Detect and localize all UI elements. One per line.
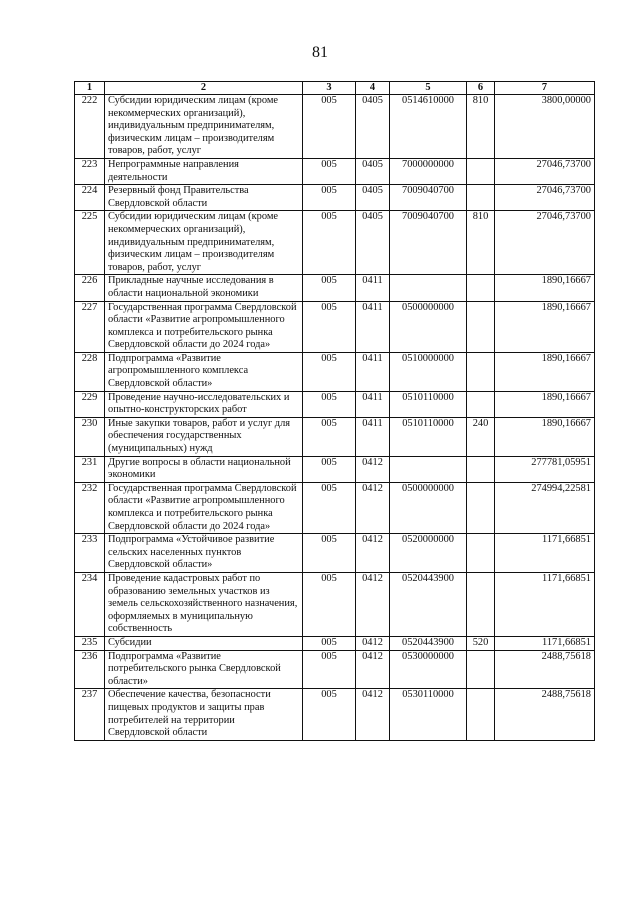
row-number: 237	[75, 689, 105, 740]
row-number: 235	[75, 636, 105, 650]
row-expense-kind: 810	[467, 95, 495, 159]
row-expense-kind	[467, 301, 495, 352]
table-row	[75, 482, 595, 533]
row-expense-kind	[467, 572, 495, 636]
row-amount: 1890,16667	[495, 301, 595, 352]
table-row	[75, 391, 595, 417]
row-name: Подпрограмма «Устойчивое развитие сельских населенных пунктов Свердловской области»	[105, 534, 303, 573]
row-name: Прикладные научные исследования в области национальной экономики	[105, 275, 303, 301]
row-target-code	[390, 456, 467, 482]
row-section-code: 0411	[356, 417, 390, 456]
row-target-code	[390, 275, 467, 301]
table-row	[75, 211, 595, 275]
row-amount: 2488,75618	[495, 689, 595, 740]
row-number: 228	[75, 352, 105, 391]
row-expense-kind	[467, 482, 495, 533]
row-number: 223	[75, 158, 105, 184]
table-body	[75, 95, 595, 741]
row-amount: 1171,66851	[495, 636, 595, 650]
table-row	[75, 95, 595, 159]
row-name: Субсидии юридическим лицам (кроме некоммерческих организаций), индивидуальным предпринимателям, физическим лицам – производителям товаров, работ, услуг	[105, 211, 303, 275]
row-target-code: 0514610000	[390, 95, 467, 159]
row-amount: 27046,73700	[495, 211, 595, 275]
table-row	[75, 275, 595, 301]
table-row	[75, 352, 595, 391]
row-number: 227	[75, 301, 105, 352]
row-target-code: 0500000000	[390, 482, 467, 533]
row-section-code: 0405	[356, 158, 390, 184]
row-name: Непрограммные направления деятельности	[105, 158, 303, 184]
page-number: 81	[312, 44, 328, 61]
header-cell-2: 2	[105, 82, 303, 95]
row-target-code: 0500000000	[390, 301, 467, 352]
table-header	[75, 82, 595, 95]
header-cell-3: 3	[303, 82, 356, 95]
row-amount: 27046,73700	[495, 185, 595, 211]
row-expense-kind	[467, 650, 495, 689]
table-row	[75, 650, 595, 689]
row-ministry-code: 005	[303, 689, 356, 740]
row-target-code: 7000000000	[390, 158, 467, 184]
row-name: Субсидии	[105, 636, 303, 650]
row-expense-kind	[467, 158, 495, 184]
row-number: 224	[75, 185, 105, 211]
row-amount: 1171,66851	[495, 572, 595, 636]
row-amount: 1890,16667	[495, 352, 595, 391]
header-row	[75, 82, 595, 95]
row-ministry-code: 005	[303, 650, 356, 689]
row-target-code: 0520443900	[390, 572, 467, 636]
row-expense-kind: 520	[467, 636, 495, 650]
row-section-code: 0411	[356, 301, 390, 352]
row-number: 231	[75, 456, 105, 482]
table-row	[75, 417, 595, 456]
row-name: Иные закупки товаров, работ и услуг для обеспечения государственных (муниципальных) нужд	[105, 417, 303, 456]
row-section-code: 0411	[356, 391, 390, 417]
row-ministry-code: 005	[303, 456, 356, 482]
row-expense-kind	[467, 391, 495, 417]
header-cell-6: 6	[467, 82, 495, 95]
row-ministry-code: 005	[303, 482, 356, 533]
row-ministry-code: 005	[303, 95, 356, 159]
row-ministry-code: 005	[303, 301, 356, 352]
table-row	[75, 534, 595, 573]
row-number: 222	[75, 95, 105, 159]
row-amount: 277781,05951	[495, 456, 595, 482]
row-name: Резервный фонд Правительства Свердловской области	[105, 185, 303, 211]
row-target-code: 0510000000	[390, 352, 467, 391]
row-section-code: 0412	[356, 689, 390, 740]
row-target-code: 0520000000	[390, 534, 467, 573]
row-amount: 2488,75618	[495, 650, 595, 689]
row-target-code: 0520443900	[390, 636, 467, 650]
row-ministry-code: 005	[303, 352, 356, 391]
row-section-code: 0412	[356, 650, 390, 689]
row-section-code: 0405	[356, 185, 390, 211]
row-expense-kind	[467, 185, 495, 211]
row-target-code: 0530110000	[390, 689, 467, 740]
row-expense-kind	[467, 456, 495, 482]
row-target-code: 7009040700	[390, 185, 467, 211]
row-ministry-code: 005	[303, 417, 356, 456]
row-number: 236	[75, 650, 105, 689]
row-amount: 1890,16667	[495, 417, 595, 456]
row-number: 234	[75, 572, 105, 636]
header-cell-1: 1	[75, 82, 105, 95]
row-amount: 1171,66851	[495, 534, 595, 573]
row-expense-kind	[467, 689, 495, 740]
row-ministry-code: 005	[303, 534, 356, 573]
budget-table	[74, 81, 595, 741]
row-amount: 27046,73700	[495, 158, 595, 184]
row-number: 232	[75, 482, 105, 533]
row-expense-kind	[467, 534, 495, 573]
row-number: 233	[75, 534, 105, 573]
row-ministry-code: 005	[303, 275, 356, 301]
row-name: Обеспечение качества, безопасности пищевых продуктов и защиты прав потребителей на территории Свердловской области	[105, 689, 303, 740]
row-section-code: 0412	[356, 456, 390, 482]
row-target-code: 0510110000	[390, 391, 467, 417]
row-expense-kind	[467, 352, 495, 391]
row-number: 230	[75, 417, 105, 456]
table-row	[75, 301, 595, 352]
row-name: Государственная программа Свердловской области «Развитие агропромышленного комплекса и потребительского рынка Свердловской области до 2024 года»	[105, 301, 303, 352]
header-cell-4: 4	[356, 82, 390, 95]
row-name: Государственная программа Свердловской области «Развитие агропромышленного комплекса и потребительского рынка Свердловской области до 2024 года»	[105, 482, 303, 533]
row-ministry-code: 005	[303, 572, 356, 636]
row-number: 225	[75, 211, 105, 275]
row-amount: 1890,16667	[495, 275, 595, 301]
header-cell-7: 7	[495, 82, 595, 95]
table-row	[75, 572, 595, 636]
table-row	[75, 689, 595, 740]
table-row	[75, 158, 595, 184]
row-section-code: 0412	[356, 636, 390, 650]
table-row	[75, 636, 595, 650]
row-section-code: 0405	[356, 95, 390, 159]
row-target-code: 0510110000	[390, 417, 467, 456]
row-number: 226	[75, 275, 105, 301]
row-ministry-code: 005	[303, 185, 356, 211]
row-ministry-code: 005	[303, 158, 356, 184]
row-name: Проведение кадастровых работ по образованию земельных участков из земель сельскохозяйственного назначения, оформляемых в муниципальную собственность	[105, 572, 303, 636]
row-target-code: 7009040700	[390, 211, 467, 275]
row-expense-kind: 810	[467, 211, 495, 275]
row-name: Субсидии юридическим лицам (кроме некоммерческих организаций), индивидуальным предпринимателям, физическим лицам – производителям товаров, работ, услуг	[105, 95, 303, 159]
row-name: Проведение научно-исследовательских и опытно-конструкторских работ	[105, 391, 303, 417]
row-section-code: 0412	[356, 482, 390, 533]
row-section-code: 0411	[356, 352, 390, 391]
row-section-code: 0411	[356, 275, 390, 301]
row-number: 229	[75, 391, 105, 417]
row-amount: 1890,16667	[495, 391, 595, 417]
row-ministry-code: 005	[303, 391, 356, 417]
row-amount: 3800,00000	[495, 95, 595, 159]
row-name: Подпрограмма «Развитие агропромышленного комплекса Свердловской области»	[105, 352, 303, 391]
row-expense-kind	[467, 275, 495, 301]
row-section-code: 0412	[356, 534, 390, 573]
table-row	[75, 456, 595, 482]
row-section-code: 0412	[356, 572, 390, 636]
row-ministry-code: 005	[303, 636, 356, 650]
row-name: Другие вопросы в области национальной экономики	[105, 456, 303, 482]
row-target-code: 0530000000	[390, 650, 467, 689]
table-row	[75, 185, 595, 211]
header-cell-5: 5	[390, 82, 467, 95]
row-name: Подпрограмма «Развитие потребительского рынка Свердловской области»	[105, 650, 303, 689]
row-expense-kind: 240	[467, 417, 495, 456]
row-section-code: 0405	[356, 211, 390, 275]
row-ministry-code: 005	[303, 211, 356, 275]
row-amount: 274994,22581	[495, 482, 595, 533]
